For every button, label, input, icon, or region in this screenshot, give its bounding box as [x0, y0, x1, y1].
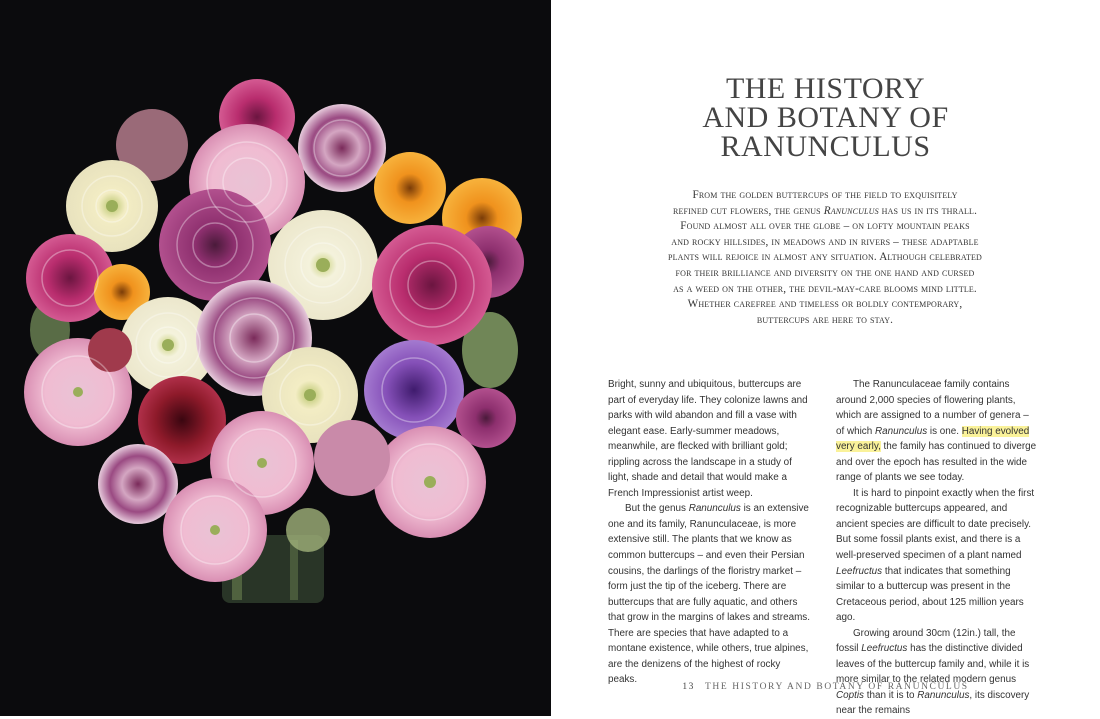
- body-paragraph: Growing around 30cm (12in.) tall, the fossil Leefructus has the distinctive divided leaves of the buttercup family and, while it is more similar to the related modern genus Coptis than it is to Ranunculus, its discovery near the remains: [836, 627, 1030, 717]
- body-paragraph: The Ranunculaceae family contains around 2,000 species of flowering plants, which are assigned to a number of genera – of which Ranunculus is one. Having evolved very early, the family has continued to diverge and over the epoch has resulted in the wide range of plants we see today.: [836, 379, 1037, 484]
- page-number: 13: [682, 682, 696, 692]
- body-paragraph: It is hard to pinpoint exactly when the first recognizable buttercups appeared, and ancient species are difficult to date precisely. But some fossil plants exist, and there is a well-preserved specimen of a plant named Leefructus that indicates that something similar to a buttercup was present in the Cretaceous period, about 125 million years ago.: [836, 487, 1035, 624]
- body-column-right: [836, 377, 1039, 719]
- chapter-title: [551, 74, 1100, 161]
- bouquet-photo: [0, 0, 551, 716]
- body-paragraph: Bright, sunny and ubiquitous, buttercups are part of everyday life. They colonize lawns and parks with wild abandon and fill a vase with elegant ease. Early-summer meadows, meanwhile, are flecked with brilliant gold; rippling across the landscape in a study of light, shade and detail that would make a French Impressionist artist weep.: [608, 379, 808, 499]
- ranunculus-bouquet-illustration: [0, 0, 551, 716]
- title-line-2: AND BOTANY OF: [702, 101, 949, 134]
- running-head: THE HISTORY AND BOTANY OF RANUNCULUS: [705, 682, 969, 692]
- title-line-3: RANUNCULUS: [720, 130, 931, 163]
- highlighted-text[interactable]: Having evolved very early,: [836, 425, 1030, 453]
- body-column-left: [608, 377, 811, 688]
- title-line-1: THE HISTORY: [725, 72, 926, 105]
- page-footer: [551, 682, 1100, 692]
- body-paragraph: But the genus Ranunculus is an extensive one and its family, Ranunculaceae, is more extensive still. The plants that we know as common buttercups – and even their Persian cousins, the darlings of the floristry market – form just the tip of the iceberg. There are buttercups that are fully aquatic, and others that grow in the margins of lakes and streams. There are species that have adapted to a montane existence, while others, true alpines, are the denizens of the highest of rocky peaks.: [608, 503, 810, 686]
- intro-paragraph: From the golden buttercups of the field to exquisitely refined cut flowers, the genus Ranunculus has us in its thrall. Found almost all over the globe – on lofty mountain peaks and rocky hillsides, in meadows and in rivers – these adaptable plants will rejoice in almost any situation. Although celebrated for their brilliance and diversity on the one hand and cursed as a weed on the other, the devil-may-care blooms mind little. Whether carefree and timeless or boldly contemporary, buttercups are here to stay.: [668, 189, 982, 326]
- text-page: [551, 0, 1100, 716]
